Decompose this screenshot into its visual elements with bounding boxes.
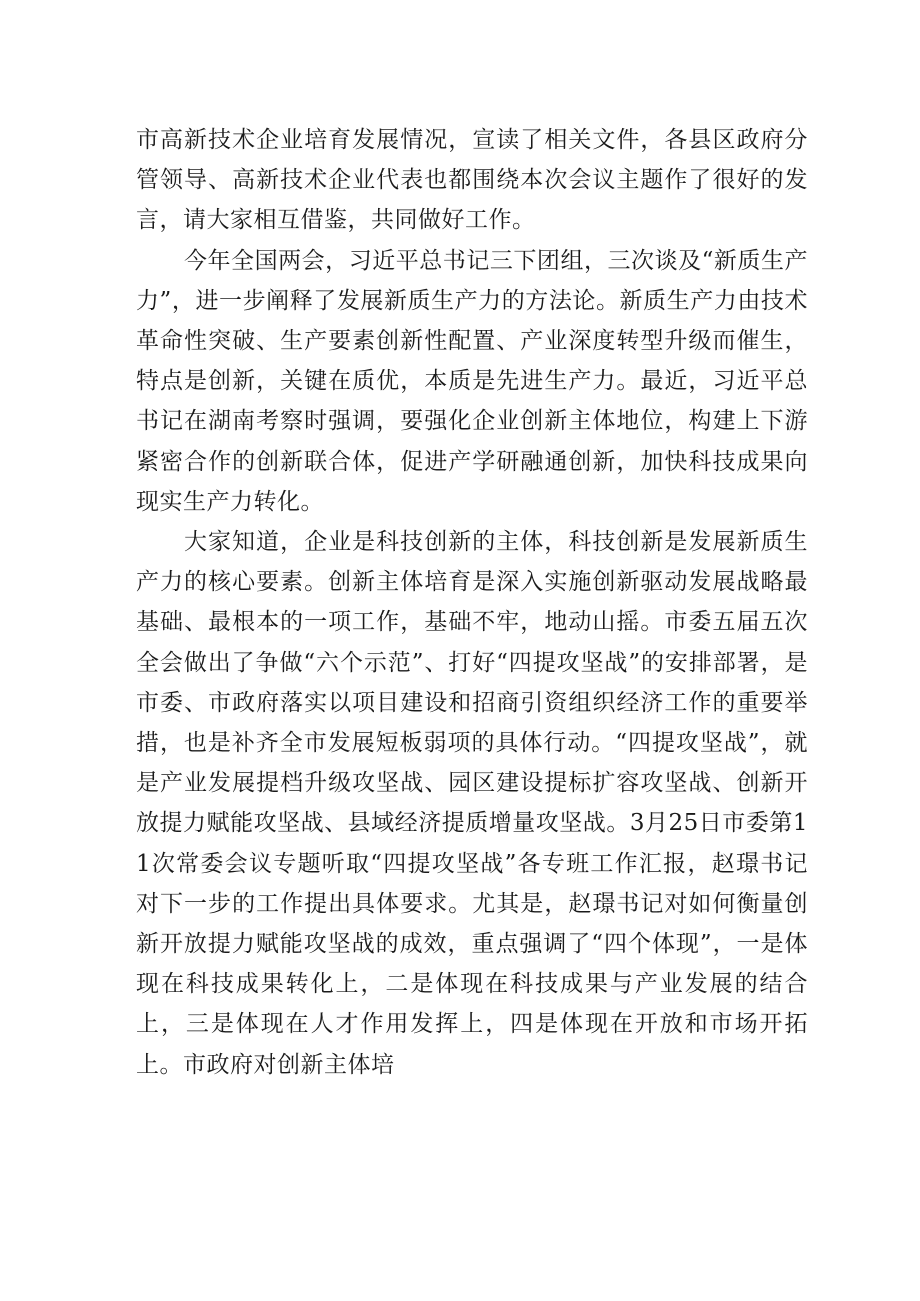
paragraph-innovation-subject: 大家知道，企业是科技创新的主体，科技创新是发展新质生产力的核心要素。创新主体培育是深入实施创新驱动发展战略最基础、最根本的一项工作，基础不牢，地动山摇。市委五届五次全会做出了争做“六个示范”、打好“四提攻坚战”的安排部署，是市委、市政府落实以项目建设和招商引资组织经济工作的重要举措，也是补齐全市发展短板弱项的具体行动。“四提攻坚战”，就是产业发展提档升级攻坚战、园区建设提标扩容攻坚战、创新开放提力赋能攻坚战、县域经济提质增量攻坚战。3月25日市委第11次常委会议专题听取“四提攻坚战”各专班工作汇报，赵璟书记对下一步的工作提出具体要求。尤其是，赵璟书记对如何衡量创新开放提力赋能攻坚战的成效，重点强调了“四个体现”，一是体现在科技成果转化上，二是体现在科技成果与产业发展的结合上，三是体现在人才作用发挥上，四是体现在开放和市场开拓上。市政府对创新主体培	[136, 529, 808, 1078]
paragraph-new-quality-productivity: 今年全国两会，习近平总书记三下团组，三次谈及“新质生产力”，进一步阐释了发展新质生产力的方法论。新质生产力由技术革命性突破、生产要素创新性配置、产业深度转型升级而催生，特点是创新，关键在质优，本质是先进生产力。最近，习近平总书记在湖南考察时强调，要强化企业创新主体地位，构建上下游紧密合作的创新联合体，促进产学研融通创新，加快科技成果向现实生产力转化。	[136, 247, 808, 515]
paragraph-continuation: 市高新技术企业培育发展情况，宣读了相关文件，各县区政府分管领导、高新技术企业代表也都围绕本次会议主题作了很好的发言，请大家相互借鉴，共同做好工作。	[136, 127, 808, 234]
document-body	[136, 120, 808, 1085]
